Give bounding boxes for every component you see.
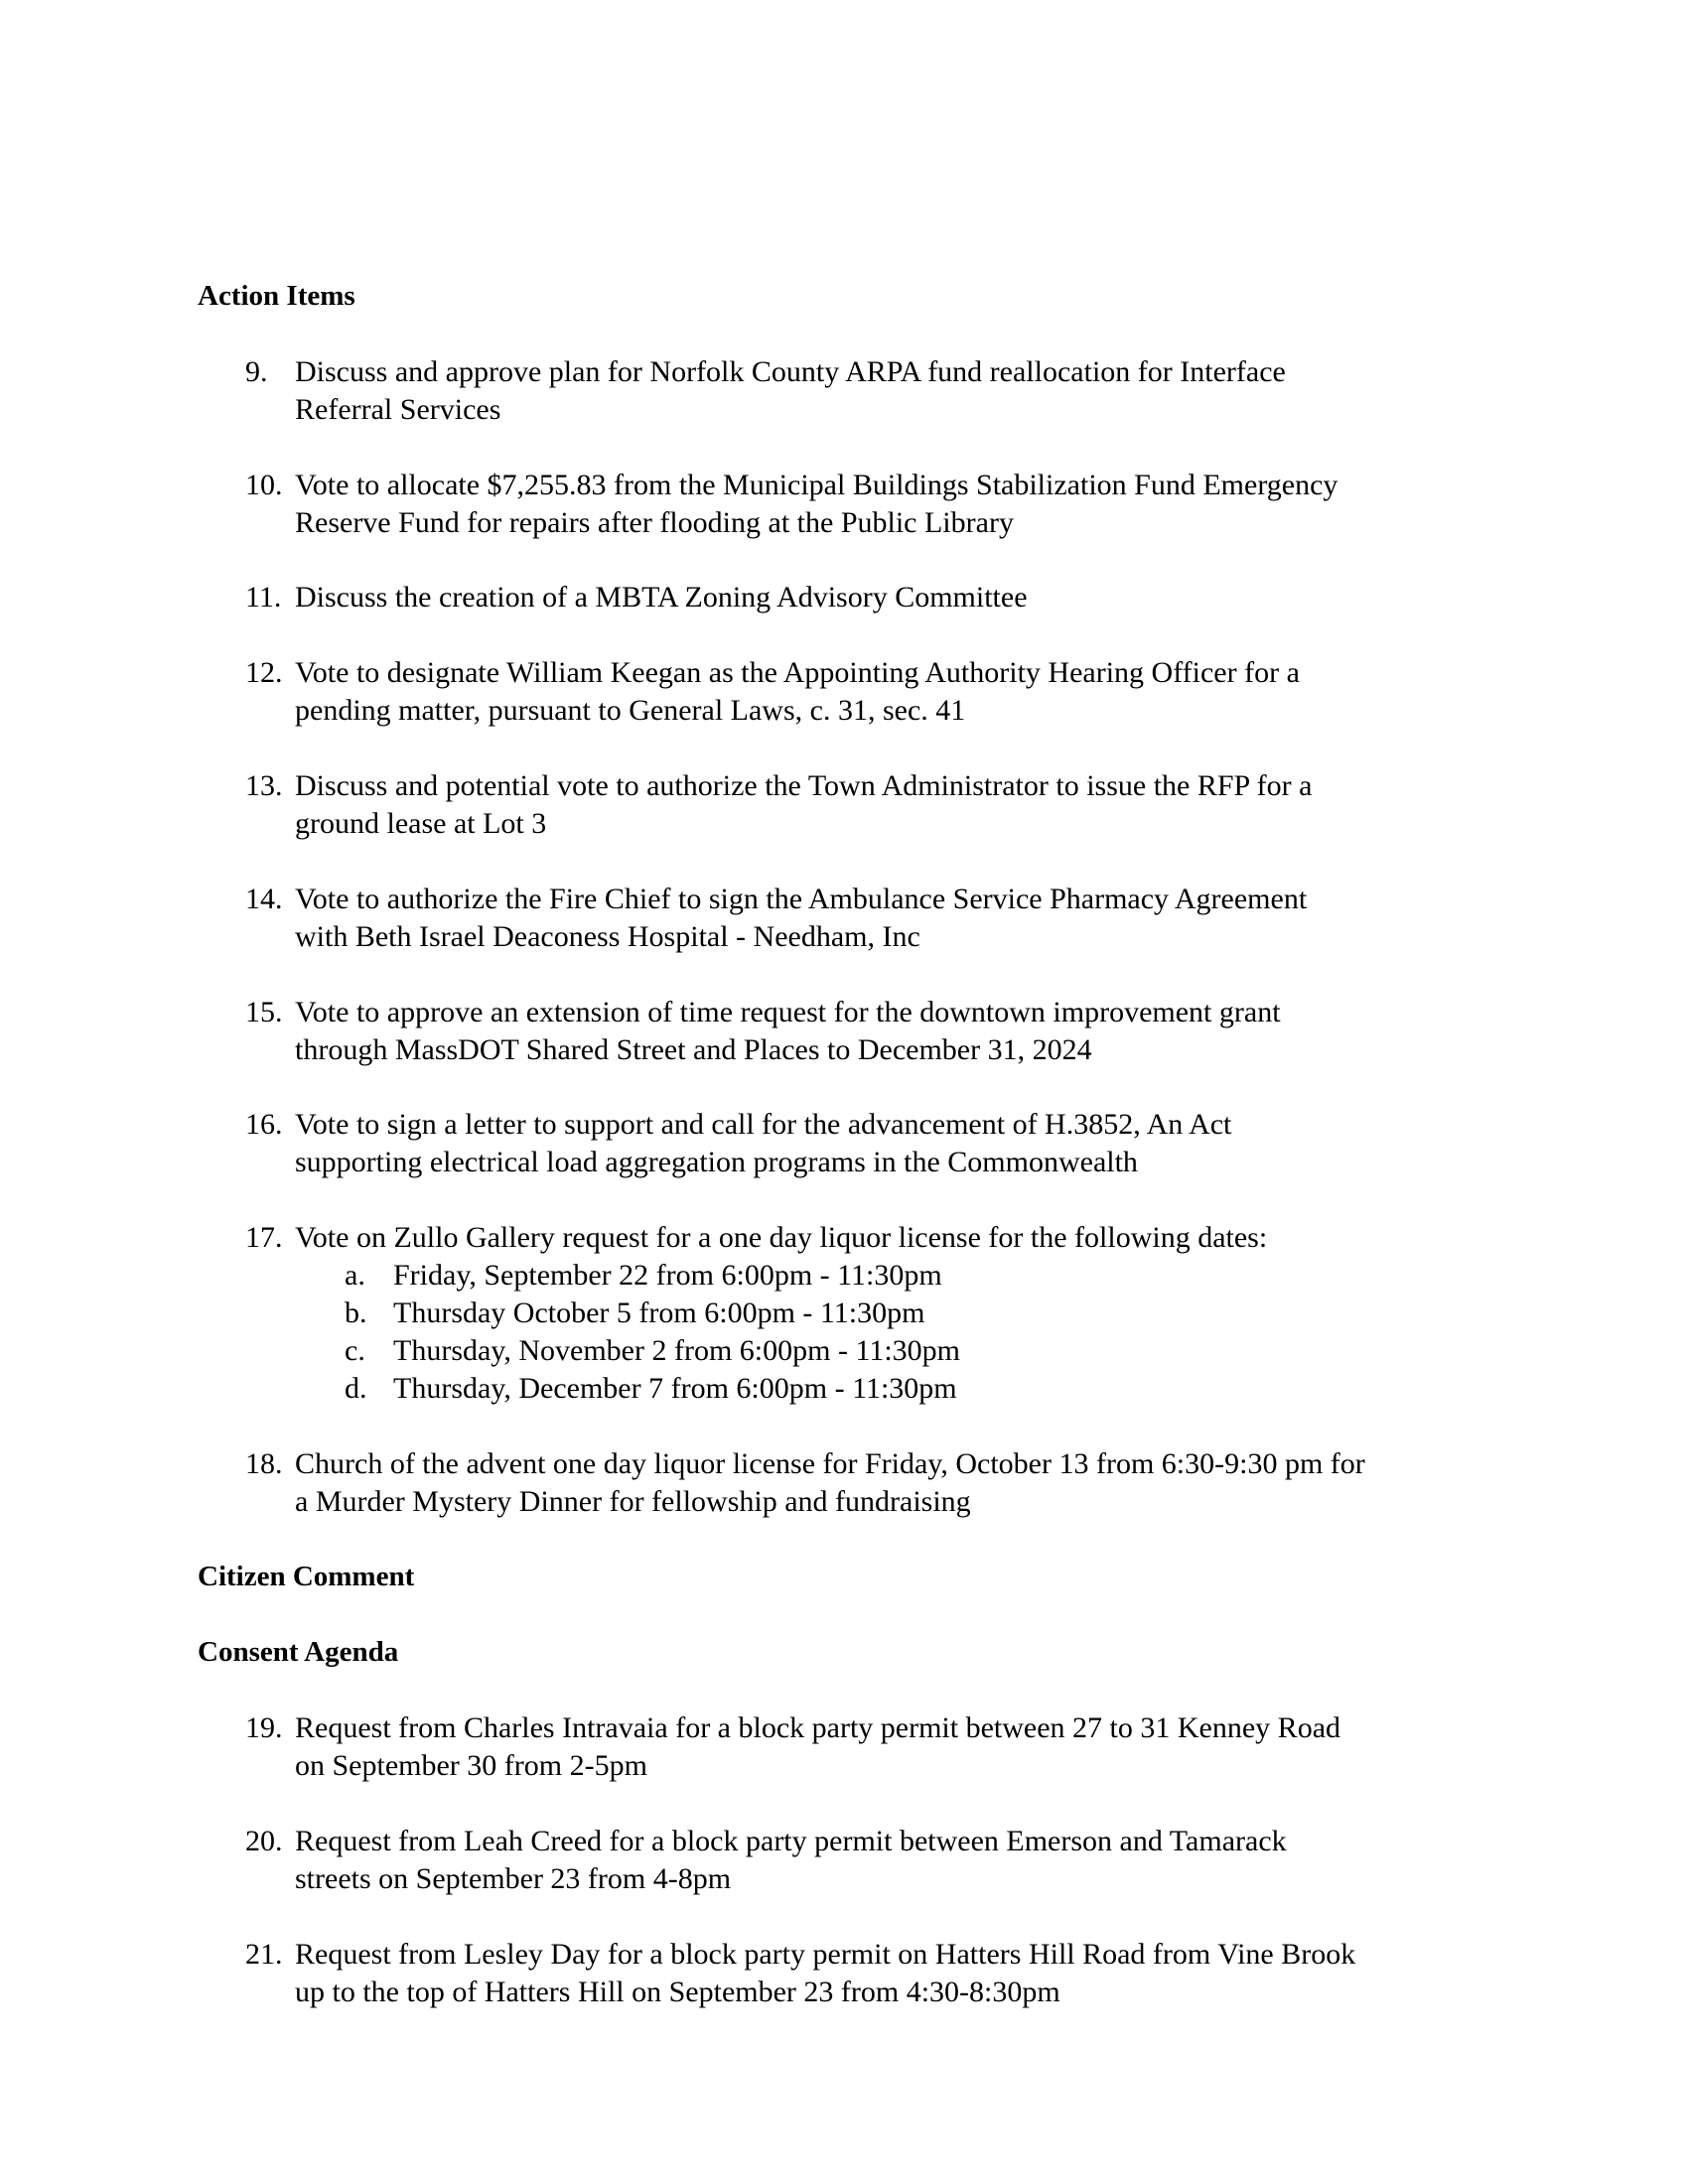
item-number: 14. [245, 883, 283, 915]
item-number: 13. [245, 769, 283, 802]
item-number: 21. [245, 1938, 283, 1971]
sub-item-text: Friday, September 22 from 6:00pm - 11:30pm [393, 1259, 942, 1292]
item-text-line: ground lease at Lot 3 [295, 807, 547, 840]
section-heading-citizen-comment: Citizen Comment [198, 1561, 415, 1592]
item-text-line: Vote to allocate $7,255.83 from the Municipal Buildings Stabilization Fund Emergency [295, 469, 1338, 501]
item-text-line: on September 30 from 2-5pm [295, 1749, 647, 1782]
item-text-line: streets on September 23 from 4-8pm [295, 1862, 732, 1895]
item-text-line: Vote on Zullo Gallery request for a one day liquor license for the following dates: [295, 1221, 1268, 1254]
section-heading-action-items: Action Items [198, 280, 355, 312]
sub-item-letter: d. [345, 1372, 367, 1405]
item-number: 20. [245, 1825, 283, 1857]
agenda-item-16 [245, 1106, 1496, 1181]
item-text-line: Church of the advent one day liquor license for Friday, October 13 from 6:30-9:30 pm for [295, 1447, 1365, 1480]
agenda-item-13 [245, 767, 1496, 843]
sub-item-d [245, 1370, 1496, 1408]
sub-item-a [245, 1257, 1496, 1295]
item-text-line: Discuss and approve plan for Norfolk County ARPA fund reallocation for Interface [295, 355, 1286, 388]
agenda-item-14 [245, 881, 1496, 956]
sub-item-text: Thursday, December 7 from 6:00pm - 11:30pm [393, 1372, 957, 1405]
item-text-line: pending matter, pursuant to General Laws, c. 31, sec. 41 [295, 694, 966, 727]
item-text-line: Reserve Fund for repairs after flooding at the Public Library [295, 506, 1014, 539]
item-text-line: up to the top of Hatters Hill on September 23 from 4:30-8:30pm [295, 1976, 1060, 2008]
agenda-item-10 [245, 467, 1496, 542]
item-number: 10. [245, 469, 283, 501]
item-text-line: with Beth Israel Deaconess Hospital - Needham, Inc [295, 920, 920, 953]
agenda-item-9 [245, 353, 1496, 429]
item-number: 11. [245, 581, 282, 614]
sub-item-text: Thursday, November 2 from 6:00pm - 11:30pm [393, 1334, 961, 1367]
item-number: 16. [245, 1108, 283, 1141]
item-text-line: a Murder Mystery Dinner for fellowship and fundraising [295, 1485, 971, 1518]
item-text-line: Referral Services [295, 393, 501, 426]
item-number: 12. [245, 656, 283, 689]
item-text-line: supporting electrical load aggregation programs in the Commonwealth [295, 1146, 1138, 1178]
agenda-item-12 [245, 654, 1496, 730]
sub-item-c [245, 1332, 1496, 1370]
item-text-line: Vote to approve an extension of time request for the downtown improvement grant [295, 996, 1281, 1028]
agenda-item-20 [245, 1823, 1496, 1898]
agenda-item-17 [245, 1219, 1496, 1408]
item-number: 15. [245, 996, 283, 1028]
item-text-line: Request from Lesley Day for a block party permit on Hatters Hill Road from Vine Brook [295, 1938, 1356, 1971]
sub-item-letter: a. [345, 1259, 365, 1292]
item-text-line: Request from Leah Creed for a block party permit between Emerson and Tamarack [295, 1825, 1287, 1857]
agenda-item-21 [245, 1936, 1496, 2011]
agenda-item-11 [245, 579, 1496, 616]
agenda-item-18 [245, 1445, 1496, 1521]
section-heading-consent-agenda: Consent Agenda [198, 1636, 399, 1668]
agenda-item-15 [245, 994, 1496, 1069]
sub-item-letter: b. [345, 1297, 367, 1329]
item-text-line: Discuss the creation of a MBTA Zoning Advisory Committee [295, 581, 1028, 614]
item-text-line: Vote to designate William Keegan as the Appointing Authority Hearing Officer for a [295, 656, 1300, 689]
sub-item-text: Thursday October 5 from 6:00pm - 11:30pm [393, 1297, 925, 1329]
item-text-line: Vote to sign a letter to support and call for the advancement of H.3852, An Act [295, 1108, 1232, 1141]
item-text-line: Request from Charles Intravaia for a block party permit between 27 to 31 Kenney Road [295, 1711, 1341, 1744]
item-text-line: Discuss and potential vote to authorize the Town Administrator to issue the RFP for a [295, 769, 1313, 802]
item-number: 17. [245, 1221, 283, 1254]
sub-item-letter: c. [345, 1334, 365, 1367]
item-number: 18. [245, 1447, 283, 1480]
sub-item-b [245, 1295, 1496, 1332]
item-number: 9. [245, 355, 268, 388]
item-text-line: Vote to authorize the Fire Chief to sign the Ambulance Service Pharmacy Agreement [295, 883, 1308, 915]
item-text-line: through MassDOT Shared Street and Places to December 31, 2024 [295, 1033, 1092, 1066]
item-number: 19. [245, 1711, 283, 1744]
agenda-item-19 [245, 1709, 1496, 1785]
